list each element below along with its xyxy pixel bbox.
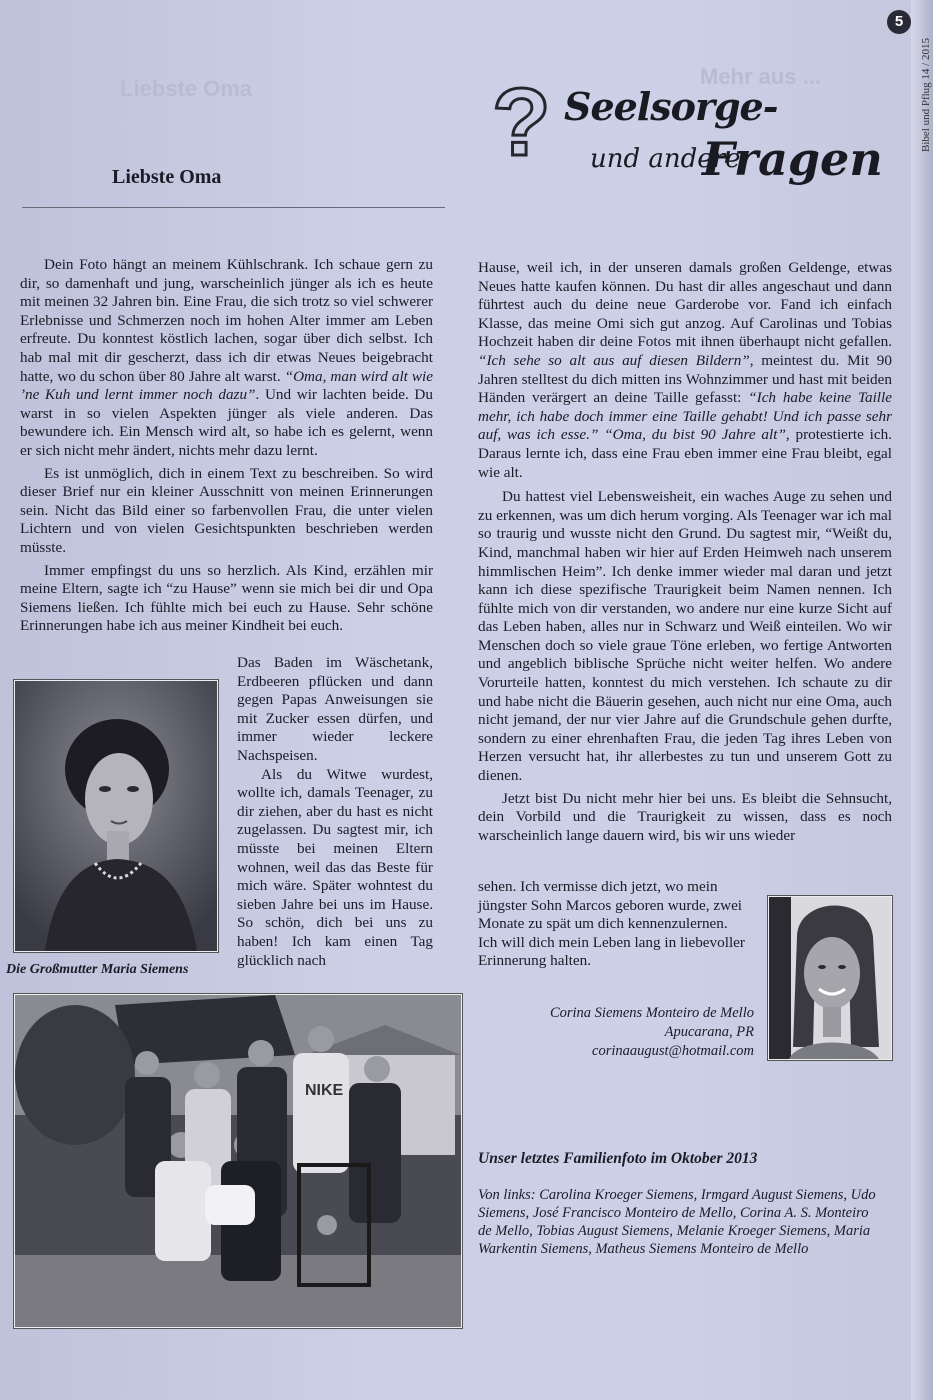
tail-line: jüngster Sohn Marcos geboren wurde, zwei (478, 896, 743, 914)
paragraph-1: Dein Foto hängt an meinem Kühlschrank. Ich schaue gern zu dir, so damenhaft und jung, warscheinlich jünger als ich es heute mit meinen 32 Jahren bin. Eine Frau, die sich trotz so viel schwerer Erlebnisse und Schmerzen noch im hohen Alter immer am Leben erfreute. Du konntest köstlich lachen, sogar über dich selbst. Ich hab mal mit dir gescherzt, dass ich dir etwas Neues beigebracht hatte, wo du schon über 80 Jahre alt warst. “Oma, man wird alt wie ’ne Kuh und lernt immer noch dazu”. Und wir lachten beide. Du warst in so vielen Aspekten jünger als viele anderen. Das bewundere ich. Ein Mensch wird alt, so habe ich es gelernt, wenn er sich nicht mehr ändert, nichts mehr dazu lernt. (20, 256, 434, 459)
title-divider (22, 207, 445, 208)
tail-line: sehen. Ich vermisse dich jetzt, wo mein (478, 878, 718, 895)
signature (500, 1004, 754, 1061)
page-number: 5 (887, 10, 911, 34)
paragraph-7: Du hattest viel Lebensweisheit, ein waches Auge zu sehen und zu erkennen, was um dich herum vorging. Als Teenager war ich mal so traurig und wusste nicht den Grund. Du sagtest mir, “Weißt du, Kind, manchmal haben wir hier auf Erden Heimweh nach unserem himmlischen Heim”. Ich denke immer wieder mal daran und jetzt kann ich diese spezifische Traurigkeit beim Namen nennen. Ich fühlte mich von dir verstanden, wo andere nur eine kurze Sicht auf das Leben haben, alles nur in Schwarz und Weiß einteilen. Wo wir Menschen doch so viele graue Töne erleben, wo fertige Antworten und angeblich biblische Sprüche nicht weiter helfen. Wo andere Vorurteile hatten, konntest du mich verstehen. Ich schaute zu dir und habe nicht die Bäuerin gesehen, auch nicht nur eine Oma, auch nicht jemand, der nur vier Jahre auf die Grundschule gehen durfte, sondern zu einer ehrenhaften Frau, die jeden Tag ihres Leben von Herzen versucht hat, ihr allerbestes zu tun und unserem Gott zu dienen. (478, 488, 892, 785)
paragraph-6: Hause, weil ich, in der unseren damals großen Geldenge, etwas Neues hatte kaufen können. Du hast dir alles angeschaut und dann führtest auch du deine neue Garderobe vor. Fand ich einfach Klasse, das meine Omi sich gut anzog. Auf Carolinas und Tobias Hochzeit haben dir deine Fotos mit ihnen überhaupt nicht gefallen. “Ich sehe so alt aus auf diesen Bildern”, meintest du. Mit 90 Jahren stelltest du dich mitten ins Wohnzimmer und hast mit beiden Händen verärgert an deine Taille gefasst: “Ich habe keine Taille mehr, ich habe doch immer eine Taille gehabt! Und ich passe sehr auf, was ich esse.” “Oma, du bist 90 Jahre alt”, protestierte ich. Daraus lernte ich, dass eine Frau eben immer eine Frau bleibt, egal wie alt. (478, 259, 892, 481)
bleed-through-text: Liebste Oma (120, 76, 253, 101)
right-column (478, 259, 892, 849)
paragraph-8: Jetzt bist Du nicht mehr hier bei uns. Es bleibt die Sehnsucht, dein Vorbild und die Traurigkeit zu wissen, dass es noch warscheinlich lange dauern wird, bis wir uns wieder (478, 789, 892, 844)
tail-line: Monate zu spät um dich kennenzulernen. (478, 915, 728, 933)
author-illustration (769, 897, 891, 1059)
family-illustration (15, 995, 461, 1327)
logo-line-3: Fragen (702, 132, 883, 186)
shirt-logo: NIKE (305, 1082, 344, 1099)
paragraph-5: Als du Witwe wurdest, wollte ich, damals Teenager, zu dir ziehen, aber du hast es nicht zugelassen. Du sagtest mir, ich müsste bei meinen Eltern wohnen, weil das das Beste für mich wäre. Später wohntest du sieben Jahre bei uns im Hause. So schön, dich bei uns zu haben! Ich kam einen Tag glücklich nach (237, 765, 433, 969)
logo-line-2: und andere (590, 144, 741, 174)
author-city: Apucarana, PR (664, 1024, 754, 1040)
portrait-illustration (15, 681, 217, 951)
question-mark-icon: ? (492, 69, 551, 176)
grandmother-photo (14, 680, 218, 952)
family-caption-title: Unser letztes Familienfoto im Oktober 2013 (478, 1150, 758, 1167)
left-column (20, 256, 433, 640)
right-column-tail (478, 878, 763, 971)
grandmother-caption: Die Großmutter Maria Siemens (6, 962, 189, 977)
paragraph-2: Es ist unmöglich, dich in einem Text zu beschreiben. So wird dieser Brief nur ein kleiner Ausschnitt von meinen Erinnerungen sein. Nicht das Bild einer so farbenvollen Frau, die unter vielen Lichtern und von vielen Gesichtspunkten beschrieben werden müsste. (20, 464, 433, 556)
wrapped-text (237, 654, 433, 970)
article-title: Liebste Oma (112, 166, 222, 188)
author-name: Corina Siemens Monteiro de Mello (549, 1005, 754, 1021)
page-edge (911, 0, 933, 1400)
author-email: corinaaugust@hotmail.com (592, 1043, 754, 1059)
family-photo (14, 994, 462, 1328)
logo-line-1: Seelsorge- (564, 84, 778, 129)
paragraph-3: Immer empfingst du uns so herzlich. Als Kind, erzählen mir meine Eltern, sagte ich “zu Hause” wenn sie mich bei dir und Opa Siemens ließen. Ich fühlte mich bei euch zu Hause. Sehr schöne Erinnerungen habe ich aus meiner Kindheit bei euch. (20, 561, 433, 635)
bleed-through-text: Mehr aus ... (700, 64, 822, 89)
author-photo (768, 896, 892, 1060)
family-caption-names: Von links: Carolina Kroeger Siemens, Irmgard August Siemens, Udo Siemens, José Francisco Monteiro de Mello, Corina A. S. Monteiro de Mello, Tobias August Siemens, Melanie Kroeger Siemens, Maria Warkentin Siemens, Matheus Siemens Monteiro de Mello (478, 1187, 876, 1257)
tail-line: Erinnerung halten. (478, 952, 592, 970)
journal-issue-label: Bibel und Pflug 14 / 2015 (920, 38, 932, 152)
tail-line: Ich will dich mein Leben lang in liebevoller (478, 933, 745, 951)
paragraph-4: Das Baden im Wäschetank, Erdbeeren pflücken und dann gegen Papas Anweisungen sie mit Zucker essen dürfen, und immer wieder leckere Nachspeisen. (237, 654, 433, 764)
